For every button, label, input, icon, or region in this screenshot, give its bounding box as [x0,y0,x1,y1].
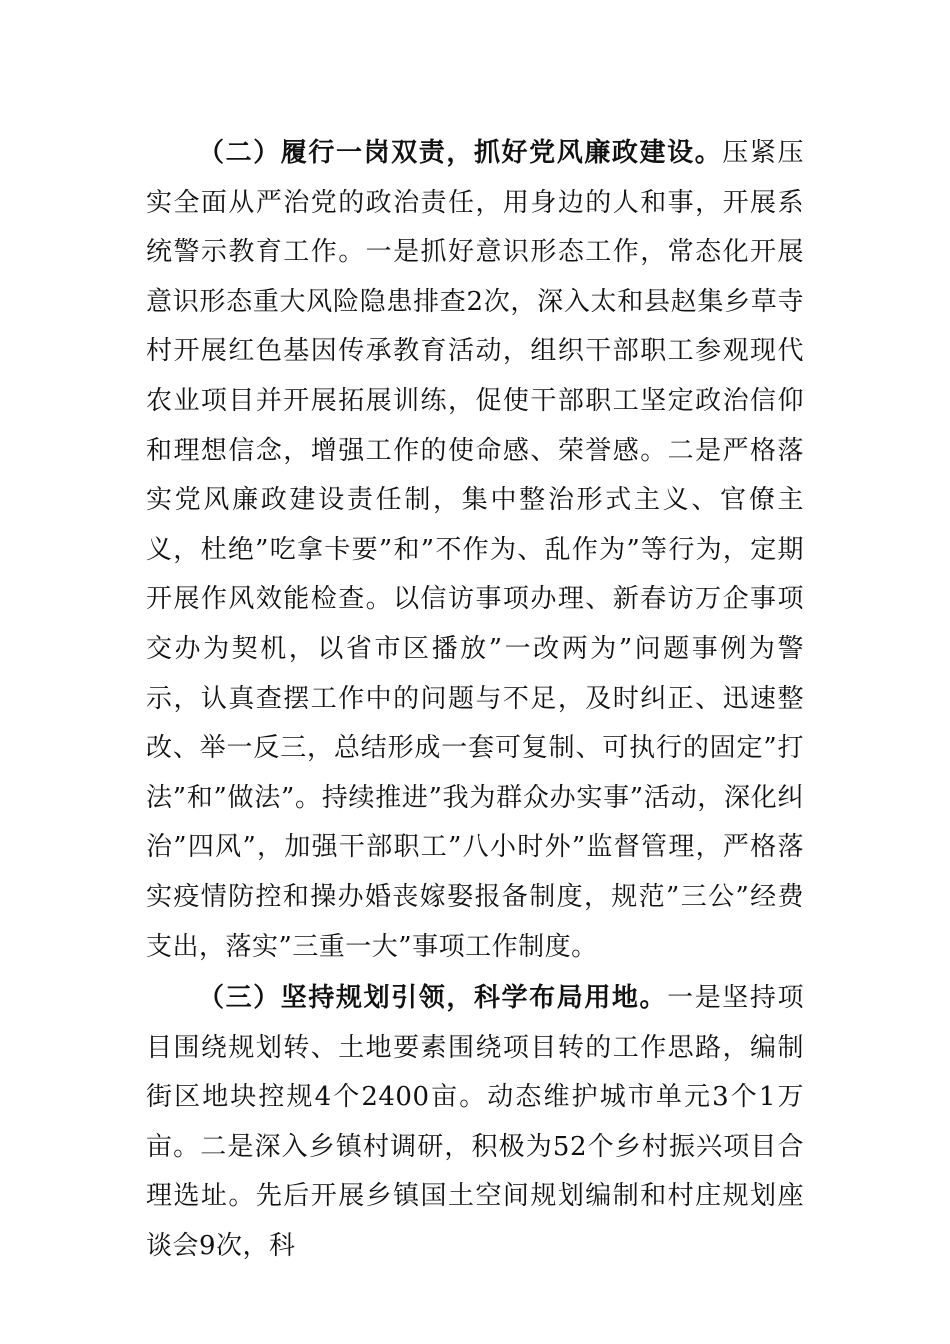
section-2-body: 压紧压实全面从严治党的政治责任，用身边的人和事，开展系统警示教育工作。一是抓好意识形态工作，常态化开展意识形态重大风险隐患排查2次，深入太和县赵集乡草寺村开展红色基因传承教育活动，组织干部职工参观现代农业项目并开展拓展训练，促使干部职工坚定政治信仰和理想信念，增强工作的使命感、荣誉感。二是严格落实党风廉政建设责任制，集中整治形式主义、官僚主义，杜绝”吃拿卡要”和”不作为、乱作为”等行为，定期开展作风效能检查。以信访事项办理、新春访万企事项交办为契机，以省市区播放”一改两为”问题事例为警示，认真查摆工作中的问题与不足，及时纠正、迅速整改、举一反三，总结形成一套可复制、可执行的固定”打法”和”做法”。持续推进”我为群众办实事”活动，深化纠治”四风”，加强干部职工”八小时外”监督管理，严格落实疫情防控和操办婚丧嫁娶报备制度，规范”三公”经费支出，落实”三重一大”事项工作制度。 [146,138,804,962]
section-3-heading: （三）坚持规划引领，科学布局用地。 [198,983,668,1013]
section-2-paragraph [146,129,804,972]
section-2-block [146,129,804,972]
section-3-block [146,974,804,1272]
section-2-heading: （二）履行一岗双责，抓好党风廉政建设。 [198,138,723,168]
section-3-body: 一是坚持项目围绕规划转、土地要素围绕项目转的工作思路，编制街区地块控规4个2400亩。动态维护城市单元3个1万亩。二是深入乡镇村调研，积极为52个乡村振兴项目合理选址。先后开展乡镇国土空间规划编制和村庄规划座谈会9次，科 [146,983,804,1261]
section-3-paragraph [146,974,804,1272]
